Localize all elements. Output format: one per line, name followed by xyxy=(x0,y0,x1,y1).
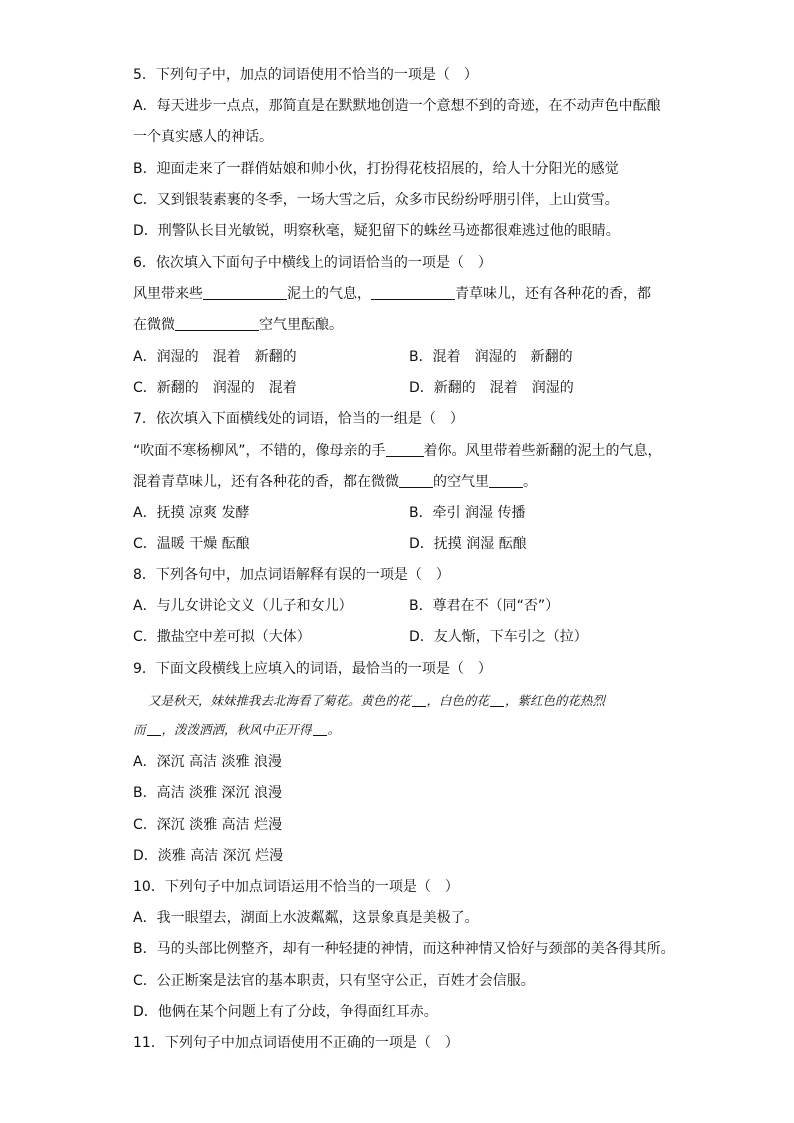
question-6-stem: 6．依次填入下面句子中横线上的词语恰当的一项是（ ） xyxy=(133,255,492,271)
passage-text: 风里带来些 xyxy=(133,286,203,302)
question-9-passage-line1 xyxy=(148,693,605,709)
question-6-option-b: B．混着 润湿的 新翻的 xyxy=(409,349,573,365)
question-7-option-d: D．抚摸 润湿 酝酿 xyxy=(409,536,527,552)
passage-text: “吹面不寒杨柳风”，不错的，像母亲的手 xyxy=(133,443,386,459)
question-6-option-d: D．新翻的 混着 润湿的 xyxy=(409,380,574,396)
fill-blank xyxy=(399,473,433,488)
question-7-option-a: A．抚摸 凉爽 发酵 xyxy=(133,505,250,521)
question-7-option-c: C．温暖 干燥 酝酿 xyxy=(133,536,250,552)
question-6-options-row2 xyxy=(133,379,574,397)
passage-text: 在微微 xyxy=(133,317,175,333)
question-8-option-d: D．友人惭，下车引之（拉） xyxy=(409,629,588,645)
passage-text: 青草味儿，还有各种花的香，都 xyxy=(455,286,651,302)
question-6-option-c: C．新翻的 润湿的 混着 xyxy=(133,380,297,396)
question-7-stem: 7．依次填入下面横线处的词语，恰当的一组是（ ） xyxy=(133,411,464,427)
passage-text: 的空气里 xyxy=(433,474,489,490)
question-7-passage-line1 xyxy=(133,442,662,460)
question-8-option-b: B．尊君在不（同“否”） xyxy=(409,598,560,614)
fill-blank xyxy=(147,723,161,736)
question-10-stem: 10．下列句子中加点词语运用不恰当的一项是（ ） xyxy=(133,879,459,895)
fill-blank xyxy=(412,694,426,707)
question-9-option-a: A．深沉 高洁 淡雅 浪漫 xyxy=(133,754,282,770)
question-8-option-c: C．撒盐空中差可拟（大体） xyxy=(133,629,311,645)
passage-text: 着你。风里带着些新翻的泥土的气息， xyxy=(423,443,662,459)
fill-blank xyxy=(203,285,287,300)
passage-text: ，白色的花 xyxy=(426,693,490,708)
passage-text: ，紫红色的花热烈 xyxy=(505,693,606,708)
question-5-option-a-line1: A．每天进步一点点，那简直是在默默地创造一个意想不到的奇迹，在不动声色中酝酿 xyxy=(133,98,661,114)
question-10-option-d: D．他俩在某个问题上有了分歧，争得面红耳赤。 xyxy=(133,1004,438,1020)
question-5-option-b: B．迎面走来了一群俏姑娘和帅小伙，打扮得花枝招展的，给人十分阳光的感觉 xyxy=(133,161,619,177)
question-9-stem: 9．下面文段横线上应填入的词语，最恰当的一项是（ ） xyxy=(133,661,492,677)
fill-blank xyxy=(371,285,455,300)
passage-text: 又是秋天，妹妹推我去北海看了菊花。黄色的花 xyxy=(148,693,411,708)
question-7-options-row2 xyxy=(133,535,527,553)
fill-blank xyxy=(386,442,424,457)
question-5-option-c: C．又到银装素裹的冬季，一场大雪之后，众多市民纷纷呼朋引伴，上山赏雪。 xyxy=(133,192,619,208)
passage-text: 。 xyxy=(523,474,537,490)
question-9-option-b: B．高洁 淡雅 深沉 浪漫 xyxy=(133,785,282,801)
passage-text: 混着青草味儿，还有各种花的香，都在微微 xyxy=(133,474,399,490)
question-9-option-d: D．淡雅 高洁 深沉 烂漫 xyxy=(133,848,284,864)
question-8-options-row2 xyxy=(133,628,588,646)
question-7-passage-line2 xyxy=(133,473,537,491)
question-6-options-row1 xyxy=(133,348,573,366)
passage-text: 空气里酝酿。 xyxy=(259,317,343,333)
question-8-stem: 8．下列各句中，加点词语解释有误的一项是（ ） xyxy=(133,567,450,583)
question-6-option-a: A．润湿的 混着 新翻的 xyxy=(133,349,297,365)
fill-blank xyxy=(490,694,504,707)
question-7-options-row1 xyxy=(133,504,526,522)
fill-blank xyxy=(175,316,259,331)
question-5-option-a-line2: 一个真实感人的神话。 xyxy=(133,129,273,145)
passage-text: 泥土的气息， xyxy=(287,286,371,302)
question-8-option-a: A．与儿女讲论文义（儿子和女儿） xyxy=(133,598,353,614)
question-10-option-b: B．马的头部比例整齐，却有一种轻捷的神情，而这种神情又恰好与颈部的美各得其所。 xyxy=(133,941,675,957)
question-6-passage-line2 xyxy=(133,316,343,334)
question-9-passage-line2 xyxy=(133,722,340,738)
question-10-option-a: A．我一眼望去，湖面上水波粼粼，这景象真是美极了。 xyxy=(133,910,479,926)
passage-text: 而 xyxy=(133,722,146,737)
question-5-option-d: D．刑警队长目光敏锐，明察秋毫，疑犯留下的蛛丝马迹都很难逃过他的眼睛。 xyxy=(133,223,620,239)
question-10-option-c: C．公正断案是法官的基本职责，只有坚守公正，百姓才会信服。 xyxy=(133,973,535,989)
question-7-option-b: B．牵引 润湿 传播 xyxy=(409,505,526,521)
question-5-stem: 5．下列句子中，加点的词语使用不恰当的一项是（ ） xyxy=(133,67,478,83)
fill-blank xyxy=(489,473,523,488)
question-8-options-row1 xyxy=(133,597,560,615)
question-6-passage-line1 xyxy=(133,285,651,303)
passage-text: 。 xyxy=(327,722,341,737)
fill-blank xyxy=(313,723,327,736)
question-11-stem: 11．下列句子中加点词语使用不正确的一项是（ ） xyxy=(133,1035,459,1051)
passage-text: ，泼泼洒洒，秋风中正开得 xyxy=(161,722,312,737)
question-9-option-c: C．深沉 淡雅 高洁 烂漫 xyxy=(133,817,283,833)
